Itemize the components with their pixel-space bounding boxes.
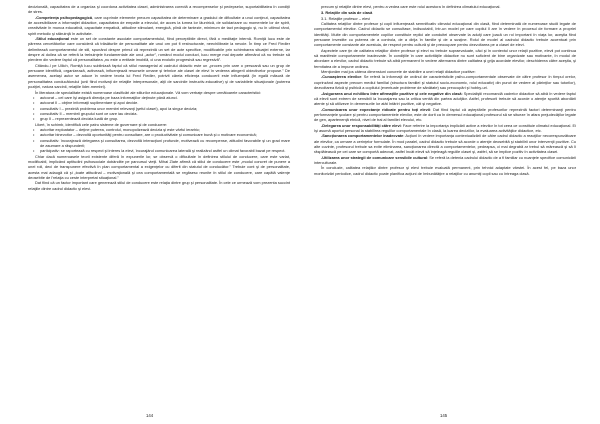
paragraph <box>314 107 576 123</box>
list-item: • autocrat II – obţine informaţii suplimentare şi apoi decide. <box>40 100 290 105</box>
bullet-list <box>28 127 290 154</box>
left-page-text <box>28 4 290 191</box>
paragraph <box>314 74 576 90</box>
list-item: • autoritar binevoitor – dezvoltă oportunităţi pentru consultare, are o productivitate şi comunicare bună şi o motivare economică; <box>40 132 290 137</box>
paragraph: Dat fiind că un factor important care generează stilul de conducere este relaţia dintre grup şi personalitate. În cele ce urmează vom prezenta succint relaţiile dintre cadrul didactic şi elevi. <box>28 180 290 191</box>
paragraph-body: , care cuprinde elemente precum capacitatea de determinare a gradului de dificultate a unui conţinut, capacitatea de accesibilizare a informaţiei didactice, capacitatea de empatie a elevului, de acces la lumea lor lăuntrică, de solidarizare cu momentele lor de spirit, creativitate în munca educativă, capacitate empatică, atitudine stimulant, energică, plină de fantezie, minimum de tact pedagogic şi, nu în ultimul rând, spirit metodic şi stăruinţă în activitate. <box>28 14 290 36</box>
paragraph: Chiar dacă numeroasele teorii existente diferă în expunerile lor, se observă o dificultate în definirea stilului de conducere, care este variat, modificabil, implicând aptitudini psihosociale dobândite pe parcursul vieţii. Mihai Zlate afirmă că stilul de conducere este „modul concret de punere a unei roli, deci de transpunere efectivă în plan comportamental a exigenţelor cu diferit din statutul de conducător.” Trebuie cont şi de personalitate, acesta mai adaugă că şi „toate atitudinal – motivaţională şi cea comportamentală se regăsesc reunite în stilul de conducere, care capătă valenţe deosebite de l'relaţia cu ceste interpretat situaţional.” <box>28 153 290 180</box>
paragraph-lead-term: -Cunoaşterea elevilor <box>321 74 362 80</box>
paragraph-body: : Se referă la informaţii de ordinul de caracteristicile psiho-comportamentale observate de către profesor în timpul orelor, cuprinzând aspecte precum mediul familial (structura familiei şi statutul socio-economic, rolul educativ) din punct de vedere al părinţilor sau tutorilor), dezvoltarea fizică şi psihică a copilului (eventuale probleme de sănătate) sau preocupări şi hobby-uri. <box>314 74 576 91</box>
paragraph <box>314 123 576 134</box>
paragraph: Menţionăm mai jos câteva dimensiuni concrete de stabilire a unei relaţii didactice pozitive: <box>321 69 476 75</box>
paragraph-body: este un set de constante asociate comportamentului, fiind perceptibile direct, fără o meditaţie internă. Romiţă Iucu este de părerea cercetătorilor care consideră că trăsăturile de personalitate ale unui om pot fi restructurate, neechilibrate la nevoie. În timp ce Fred Fiedler delimitează comportamentul de stil, spunând despre primul că reprezintă un set de acte specifice, modificabile prin schimbarea situaţiei externe, iar despre al doilea că se referă la trebuinţele fundamentale ale unui „actor”, romând modul conduct, Iucu merge mai departe afirmând că nu trebuie să pierdem din vedere faptul că personalitatea „nu este o entitate imobilă, ci una evolutiv progresivă sau regresivă”. <box>28 36 290 63</box>
list-item: • consultativ I – prezintă problema unor membri relevanţi (şeful clasei), apoi ia singur decizia; <box>40 106 290 111</box>
list-item: • consultativ II – membrii grupului sunt ce care iau decizia. <box>40 111 290 116</box>
right-page <box>300 0 600 424</box>
paragraph: Likert, în schimb, identifică cele patru sisteme de guvernare şi de conducere: <box>35 121 168 127</box>
paragraph: În concluzie, calitatea relaţiilor dintre profesor şi elevi trebuie evaluată permanent, prin tehnici adaptate vârstei. În acest fel, pe baza unor monitorizări periodice, cadrul didactic poate planifica acţiuni de îmbunătăţire a relaţiilor cu anumiţi copii sau cu întreaga clasă. <box>314 165 576 176</box>
paragraph: În literatura de specialitate există numeroase clasificări ale stilurilor educaţionale. Vă vom verbaţe despre următoarele caracteristici: <box>35 89 262 95</box>
paragraph: precum şi relaţiile dintre elevi, pentru a vedea care este rolul acestora în definirea climatului educaţional. <box>321 4 501 9</box>
paragraph-lead-term: -Sancţionarea comportamentelor inadecvate <box>321 133 404 139</box>
paragraph: Citându-l pe Ullich, Romiţă Iucu subliniază faptul că stilul managerial al cadrului didactic este un „proces prin care o persoană sau un grup de persoane identifică, organizează, activează, influenţează resursele umane şi tehnice ale clasei de elevi în vederea atingerii obiectivelor propuse.” De asemenea, acelaşi autor se aduce în vedere teoria lui Fred Fiedler, potrivit căreia eficienţa conducerii este influenţată (în egală măsură de personalitatea conducătorului (unii fiind motivaţi de relaţiile interpersonale, alţii de sarcinile instructiv-educative) şi de variabilele situaţionale (puterea poziţiei, natura sarcinii, relaţiile lider-membri). <box>28 62 290 90</box>
paragraph <box>314 91 576 107</box>
paragraph <box>28 36 290 63</box>
paragraph <box>28 15 290 36</box>
paragraph-body: : Specialiştii recomandă cadrelor didactice să aibă în vedere faptul că elevii sunt extrem de sensibili la încurajarea sau la critica venită din partea adulţilor. Astfel, profesorii trebuie să acorde o atenţie sporită abordării atente şi să utilizeze în demersurile lor atât întăriri pozitive, cât şi negative. <box>314 90 576 107</box>
paragraph-body: : Se referă la detenia cadrului didactic de a fi familiar cu nuanţele specifice comunicării interculturale. <box>314 154 576 165</box>
paragraph-lead-term: -Utilizarea unor strategii de comunicare sensibile cultural <box>321 154 428 160</box>
paragraph: Calitatea relaţiilor dintre profesor şi copii influenţează semnificativ climatul educaţional din clasă, fiind determinată de numeroase studii legate de comportamentul elevilor. Cadrul didactic se consultase, indiscutabil, într-un model pe care copilul îl are în vedere în procesul de formare a propriei identităţi. Multe din comportamentele copiilor constituie replici ale conduitei observate la adulţi care joacă un rol important în viaţa lor, aceştia fiind persoane investite cu puterea de a controla, de a dirija în familie şi de a susţine. Rolul de model al cadrului didactic trebuie accentuat prin comportamente constante ale acestuia, de respect pentru cultură şi de preocupare pentru dezvoltarea pe a clasei de elevi. <box>314 21 576 48</box>
paragraph <box>314 155 576 166</box>
paragraph: decizională, capacitatea de a organiza şi coordona activitatea clasei, administrarea corectă a recompenselor şi pedepselor, suportabilitatea în condiţii de stres. <box>28 4 290 15</box>
paragraph-lead-term: -Competenţa psihopedagogică <box>35 14 93 20</box>
paragraph-body: : Dat fiind faptul că aşteptările profesorilor reprezintă factori determinanţi pentru performanţele şcolare şi pentru comportamentele elevilor, este de dorit ca în demersul educaţional profesorul să se situeze în afara prejudecăţilor legate de gen, apartenenţă etnică, nivel de trai al familiei elevului, etc. <box>314 106 576 123</box>
paragraph-lead-term: -Comunicarea unor expectanţe ridicate pentru toţi elevii <box>321 106 430 112</box>
paragraph-body: : Face referire la importanţa implicării active a elevilor în tot ceea ce constituie climatul educaţional. Ei îşi asumă aportul personal la stabilirea regulilor comportamentale în clasă, la luarea deciziilor, la evaluarea activităţilor didactice, etc. <box>314 122 576 133</box>
list-item: • autoritar exploatator – deţine puterea, controlul, monopolizează decizia şi este vârful ierarhic; <box>40 127 290 132</box>
paragraph-lead-term: -Asigurarea unui echilibru între afirmaţiile pozitive şi cele negative din clasă <box>321 90 462 96</box>
subsection-heading: 3.1. Relaţiile profesor – elevi <box>321 15 371 21</box>
paragraph-lead-term: -Delegarea unor responsabilităţi către elevi <box>321 122 401 128</box>
left-page-number: 144 <box>146 413 154 418</box>
section-heading: 3. Relaţiile din sala de clasă <box>321 10 373 16</box>
list-item: • participativ: se raportează cu respect şi interes la elevi, încurajând comunicarea laterală şi realizând astfel un climat favorabil bazat pe respect. <box>40 148 290 153</box>
paragraph <box>314 133 576 154</box>
right-page-number: 145 <box>440 413 448 418</box>
list-item: • consultativ: încurajează delegarea şi consultarea, dezvoltă interacţiuni profunde, motivează cu recompense, atitudini favorabile şi un grad mare de asumare a răspunderii; <box>40 138 290 149</box>
paragraph: Aspectele care ţin de calitatea relaţiilor dintre profesor şi elevi nu trebuie supraevaluate, căci şi în contextul unor relaţii pozitive, elevii pot continua să manifeste comportamente inadecvate. În condiţiile în care activităţile didactice nu sunt suficient de bine organizate sau motivante, în modul de abordare a elevilor, cadrul didactic trebuie să aibă permanent în vedere alternarea dintre calitatea şi grija acordate elevilor, deschiderea către aceştia, şi fermitatea de a impune ordinea. <box>314 47 576 69</box>
paragraph-body: : Acţiuni în vedere importanţa contextualizării de către cadrul didactic a reacţiilor necorespunzătoare ale elevilor, ca urmare a cerinţelor formulate. În mod paralel, cadrul didactic trebuie să acorde o atenţie deosebită şi stabilirii unor intervenţii pozitive. Cu alte cuvinte, profesorul trebuie sa evite eliminarea, sancţionarea directă a comportamentelor, pedeapsa, ci mai degrabă ar trebui să mărească şi să îi răsplătească pe cei care se comportă adecvat, astfel încât elevii să înţeleagă regulile clasei şi, astfel, să se implice pozitiv în activitatea clasei. <box>314 133 576 155</box>
list-item: • grup II – reprezentează decizia luată de grup. <box>40 116 290 121</box>
paragraph-lead-term: -Stilul educaţional <box>35 36 70 42</box>
bullet-list <box>28 95 290 122</box>
right-page-text <box>314 4 576 176</box>
list-item: • autocrat – cel care îşi asigură direcţia pe baza informaţiilor deţinute până atunci. <box>40 95 290 100</box>
